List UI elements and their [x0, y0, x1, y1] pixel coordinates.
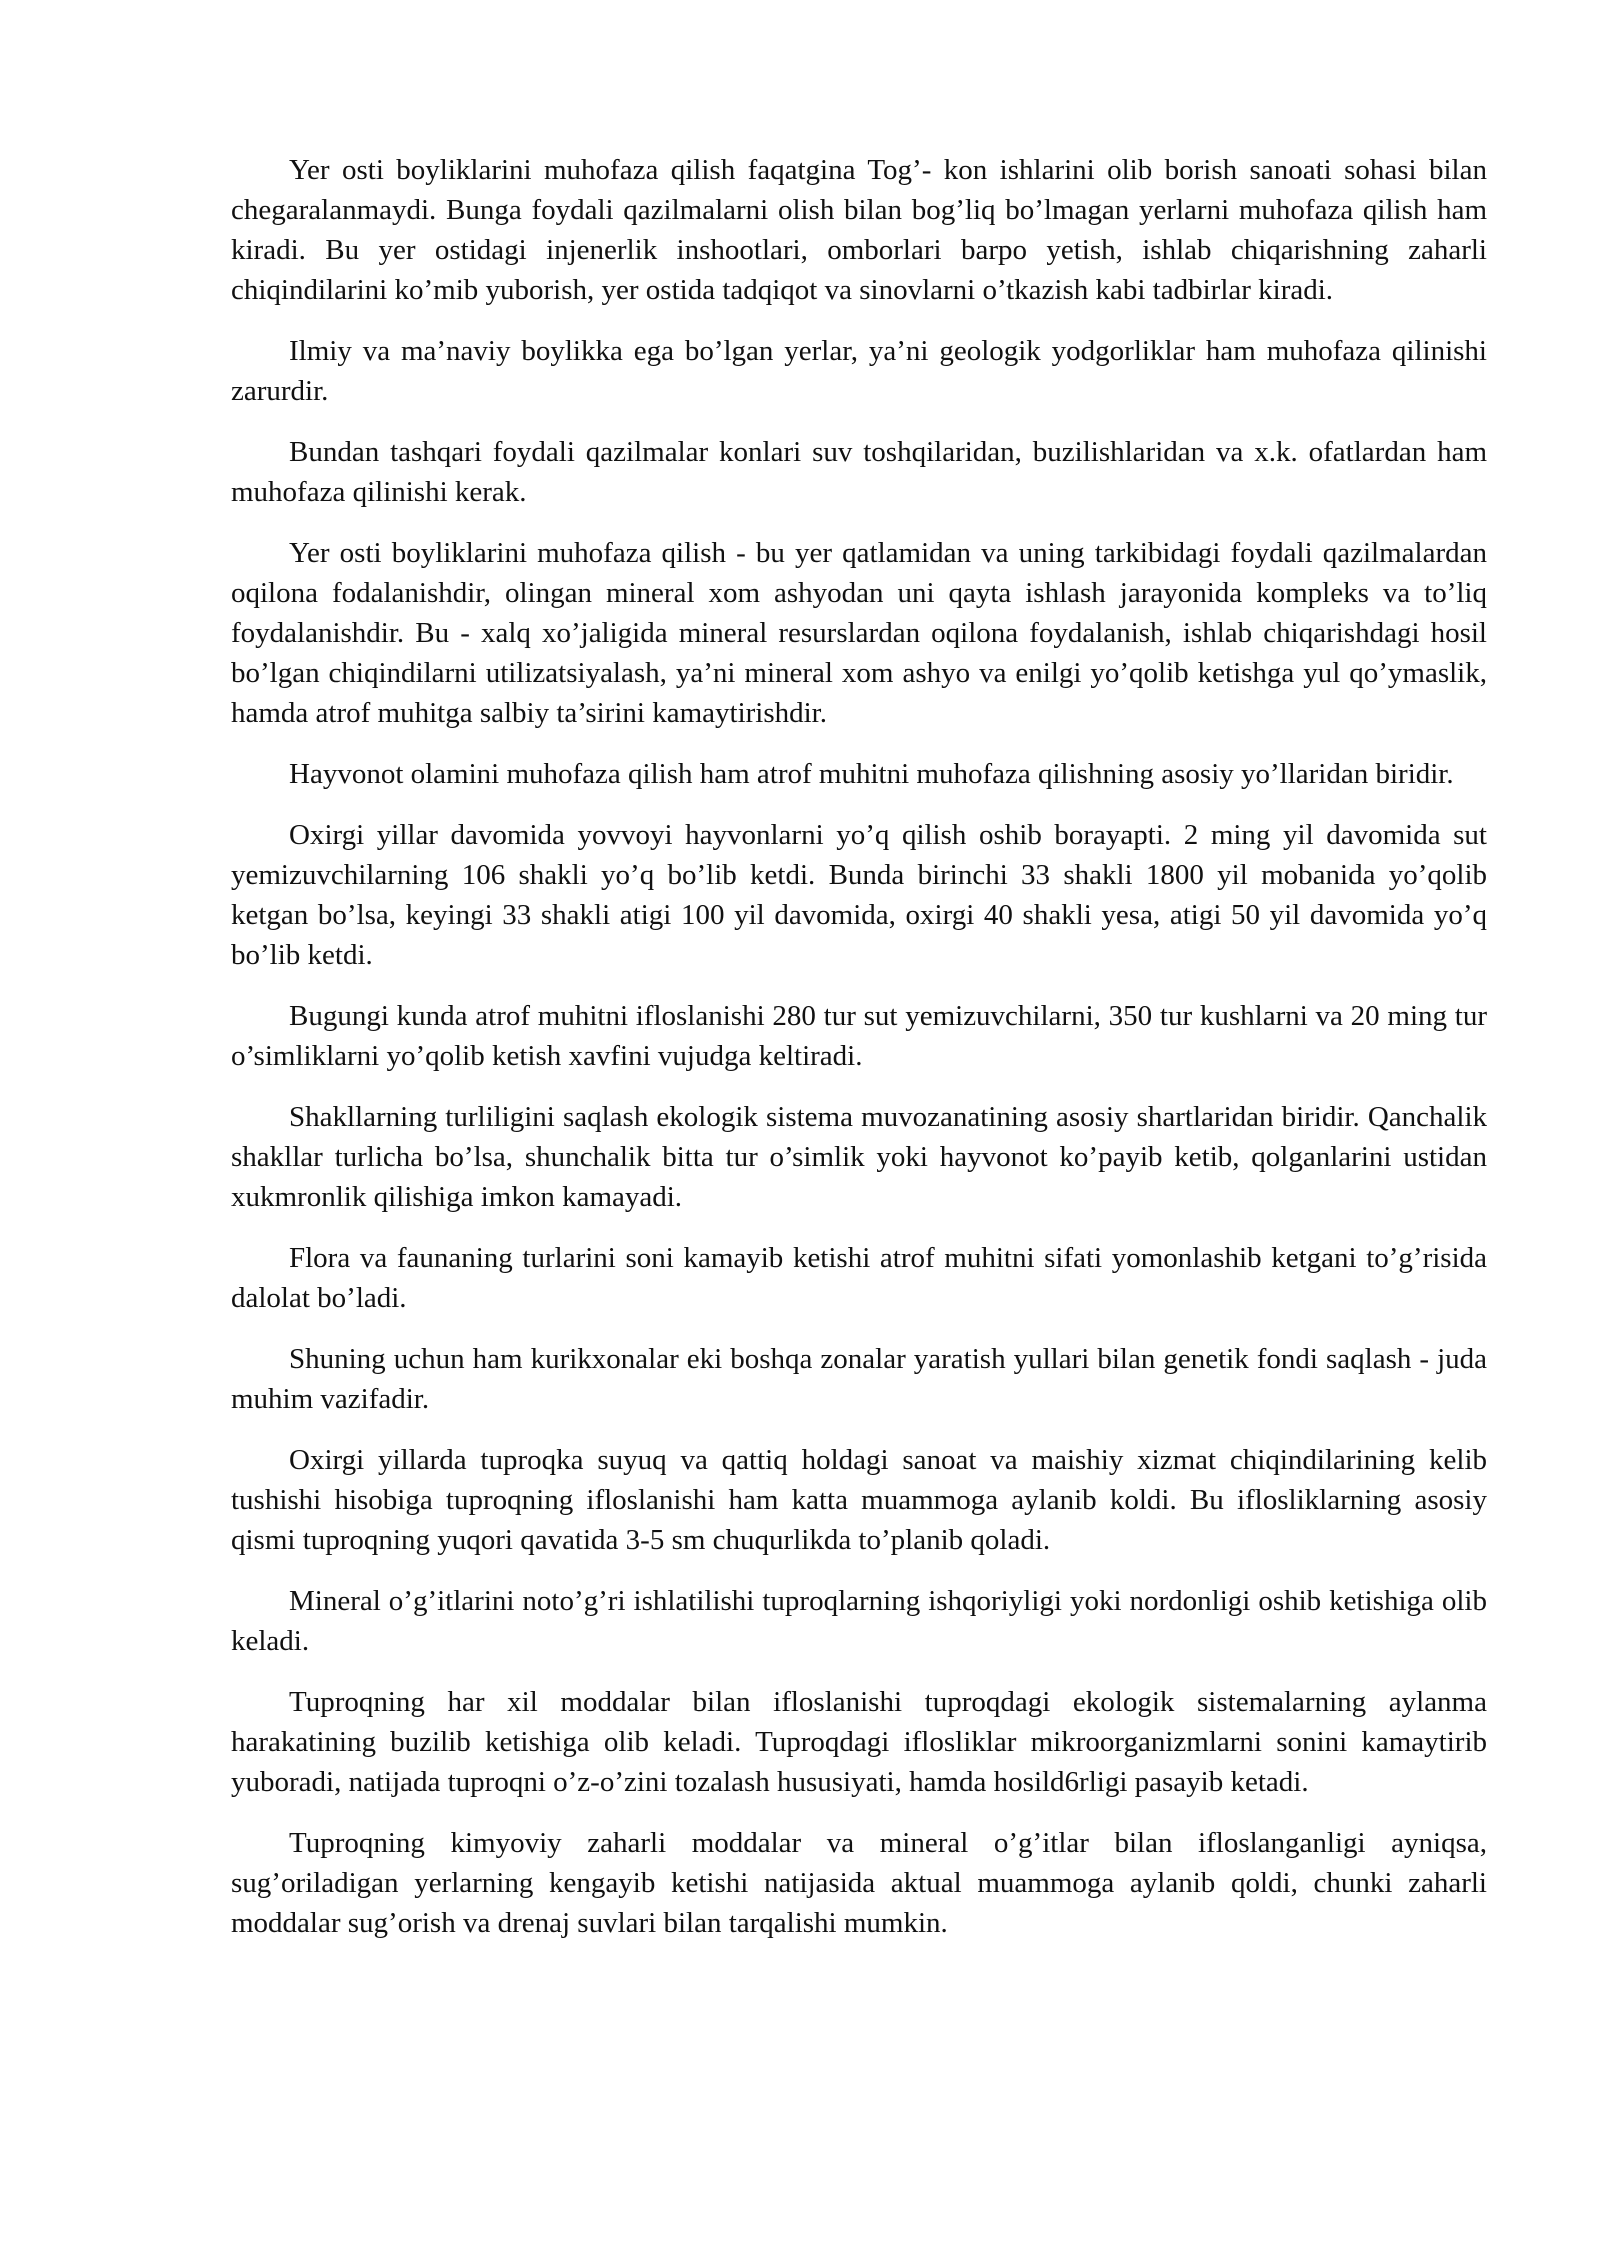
- document-body: [231, 150, 1487, 1964]
- paragraph-10: Shuning uchun ham kurikxonalar eki boshqa zonalar yaratish yullari bilan genetik fondi saqlash - juda muhim vazifadir.: [231, 1343, 1487, 1415]
- paragraph-4: Yer osti boyliklarini muhofaza qilish - bu yer qatlamidan va uning tarkibidagi foydali qazilmalardan oqilona fodalanishdir, olingan mineral xom ashyodan uni qayta ishlash jarayonida kompleks va to’liq foydalanishdir. Bu - xalq xo’jaligida mineral resurslardan oqilona foydalanish, ishlab chiqarishdagi hosil bo’lgan chiqindilarni utilizatsiyalash, ya’ni mineral xom ashyo va enilgi yo’qolib ketishga yul qo’ymaslik, hamda atrof muhitga salbiy ta’sirini kamaytirishdir.: [231, 537, 1487, 729]
- paragraph-6: Oxirgi yillar davomida yovvoyi hayvonlarni yo’q qilish oshib borayapti. 2 ming yil davomida sut yemizuvchilarning 106 shakli yo’q bo’lib ketdi. Bunda birinchi 33 shakli 1800 yil mobanida yo’qolib ketgan bo’lsa, keyingi 33 shakli atigi 100 yil davomida, oxirgi 40 shakli yesa, atigi 50 yil davomida yo’q bo’lib ketdi.: [231, 819, 1487, 971]
- paragraph-5: Hayvonot olamini muhofaza qilish ham atrof muhitni muhofaza qilishning asosiy yo’llaridan biridir.: [289, 758, 1454, 790]
- paragraph-1: Yer osti boyliklarini muhofaza qilish faqatgina Tog’- kon ishlarini olib borish sanoati sohasi bilan chegaralanmaydi. Bunga foydali qazilmalarni olish bilan bog’liq bo’lmagan yerlarni muhofaza qilish ham kiradi. Bu yer ostidagi injenerlik inshootlari, omborlari barpo yetish, ishlab chiqarishning zaharli chiqindilarini ko’mib yuborish, yer ostida tadqiqot va sinovlarni o’tkazish kabi tadbirlar kiradi.: [231, 154, 1487, 306]
- paragraph-13: Tuproqning har xil moddalar bilan ifloslanishi tuproqdagi ekologik sistemalarning aylanma harakatining buzilib ketishiga olib keladi. Tuproqdagi iflosliklar mikroorganizmlarni sonini kamaytirib yuboradi, natijada tuproqni o’z-o’zini tozalash hususiyati, hamda hosild6rligi pasayib ketadi.: [231, 1686, 1487, 1798]
- paragraph-9: Flora va faunaning turlarini soni kamayib ketishi atrof muhitni sifati yomonlashib ketgani to’g’risida dalolat bo’ladi.: [231, 1242, 1487, 1314]
- paragraph-2: Ilmiy va ma’naviy boylikka ega bo’lgan yerlar, ya’ni geologik yodgorliklar ham muhofaza qilinishi zarurdir.: [231, 335, 1487, 407]
- paragraph-11: Oxirgi yillarda tuproqka suyuq va qattiq holdagi sanoat va maishiy xizmat chiqindilarining kelib tushishi hisobiga tuproqning ifloslanishi ham katta muammoga aylanib koldi. Bu iflosliklarning asosiy qismi tuproqning yuqori qavatida 3-5 sm chuqurlikda to’planib qoladi.: [231, 1444, 1487, 1556]
- paragraph-12: Mineral o’g’itlarini noto’g’ri ishlatilishi tuproqlarning ishqoriyligi yoki nordonligi oshib ketishiga olib keladi.: [231, 1585, 1487, 1657]
- paragraph-7: Bugungi kunda atrof muhitni ifloslanishi 280 tur sut yemizuvchilarni, 350 tur kushlarni va 20 ming tur o’simliklarni yo’qolib ketish xavfini vujudga keltiradi.: [231, 1000, 1487, 1072]
- paragraph-8: Shakllarning turliligini saqlash ekologik sistema muvozanatining asosiy shartlaridan biridir. Qanchalik shakllar turlicha bo’lsa, shunchalik bitta tur o’simlik yoki hayvonot ko’payib ketib, qolganlarini ustidan xukmronlik qilishiga imkon kamayadi.: [231, 1101, 1487, 1213]
- paragraph-3: Bundan tashqari foydali qazilmalar konlari suv toshqilaridan, buzilishlaridan va x.k. ofatlardan ham muhofaza qilinishi kerak.: [231, 436, 1487, 508]
- paragraph-14: Tuproqning kimyoviy zaharli moddalar va mineral o’g’itlar bilan ifloslanganligi ayniqsa, sug’oriladigan yerlarning kengayib ketishi natijasida aktual muammoga aylanib qoldi, chunki zaharli moddalar sug’orish va drenaj suvlari bilan tarqalishi mumkin.: [231, 1827, 1487, 1939]
